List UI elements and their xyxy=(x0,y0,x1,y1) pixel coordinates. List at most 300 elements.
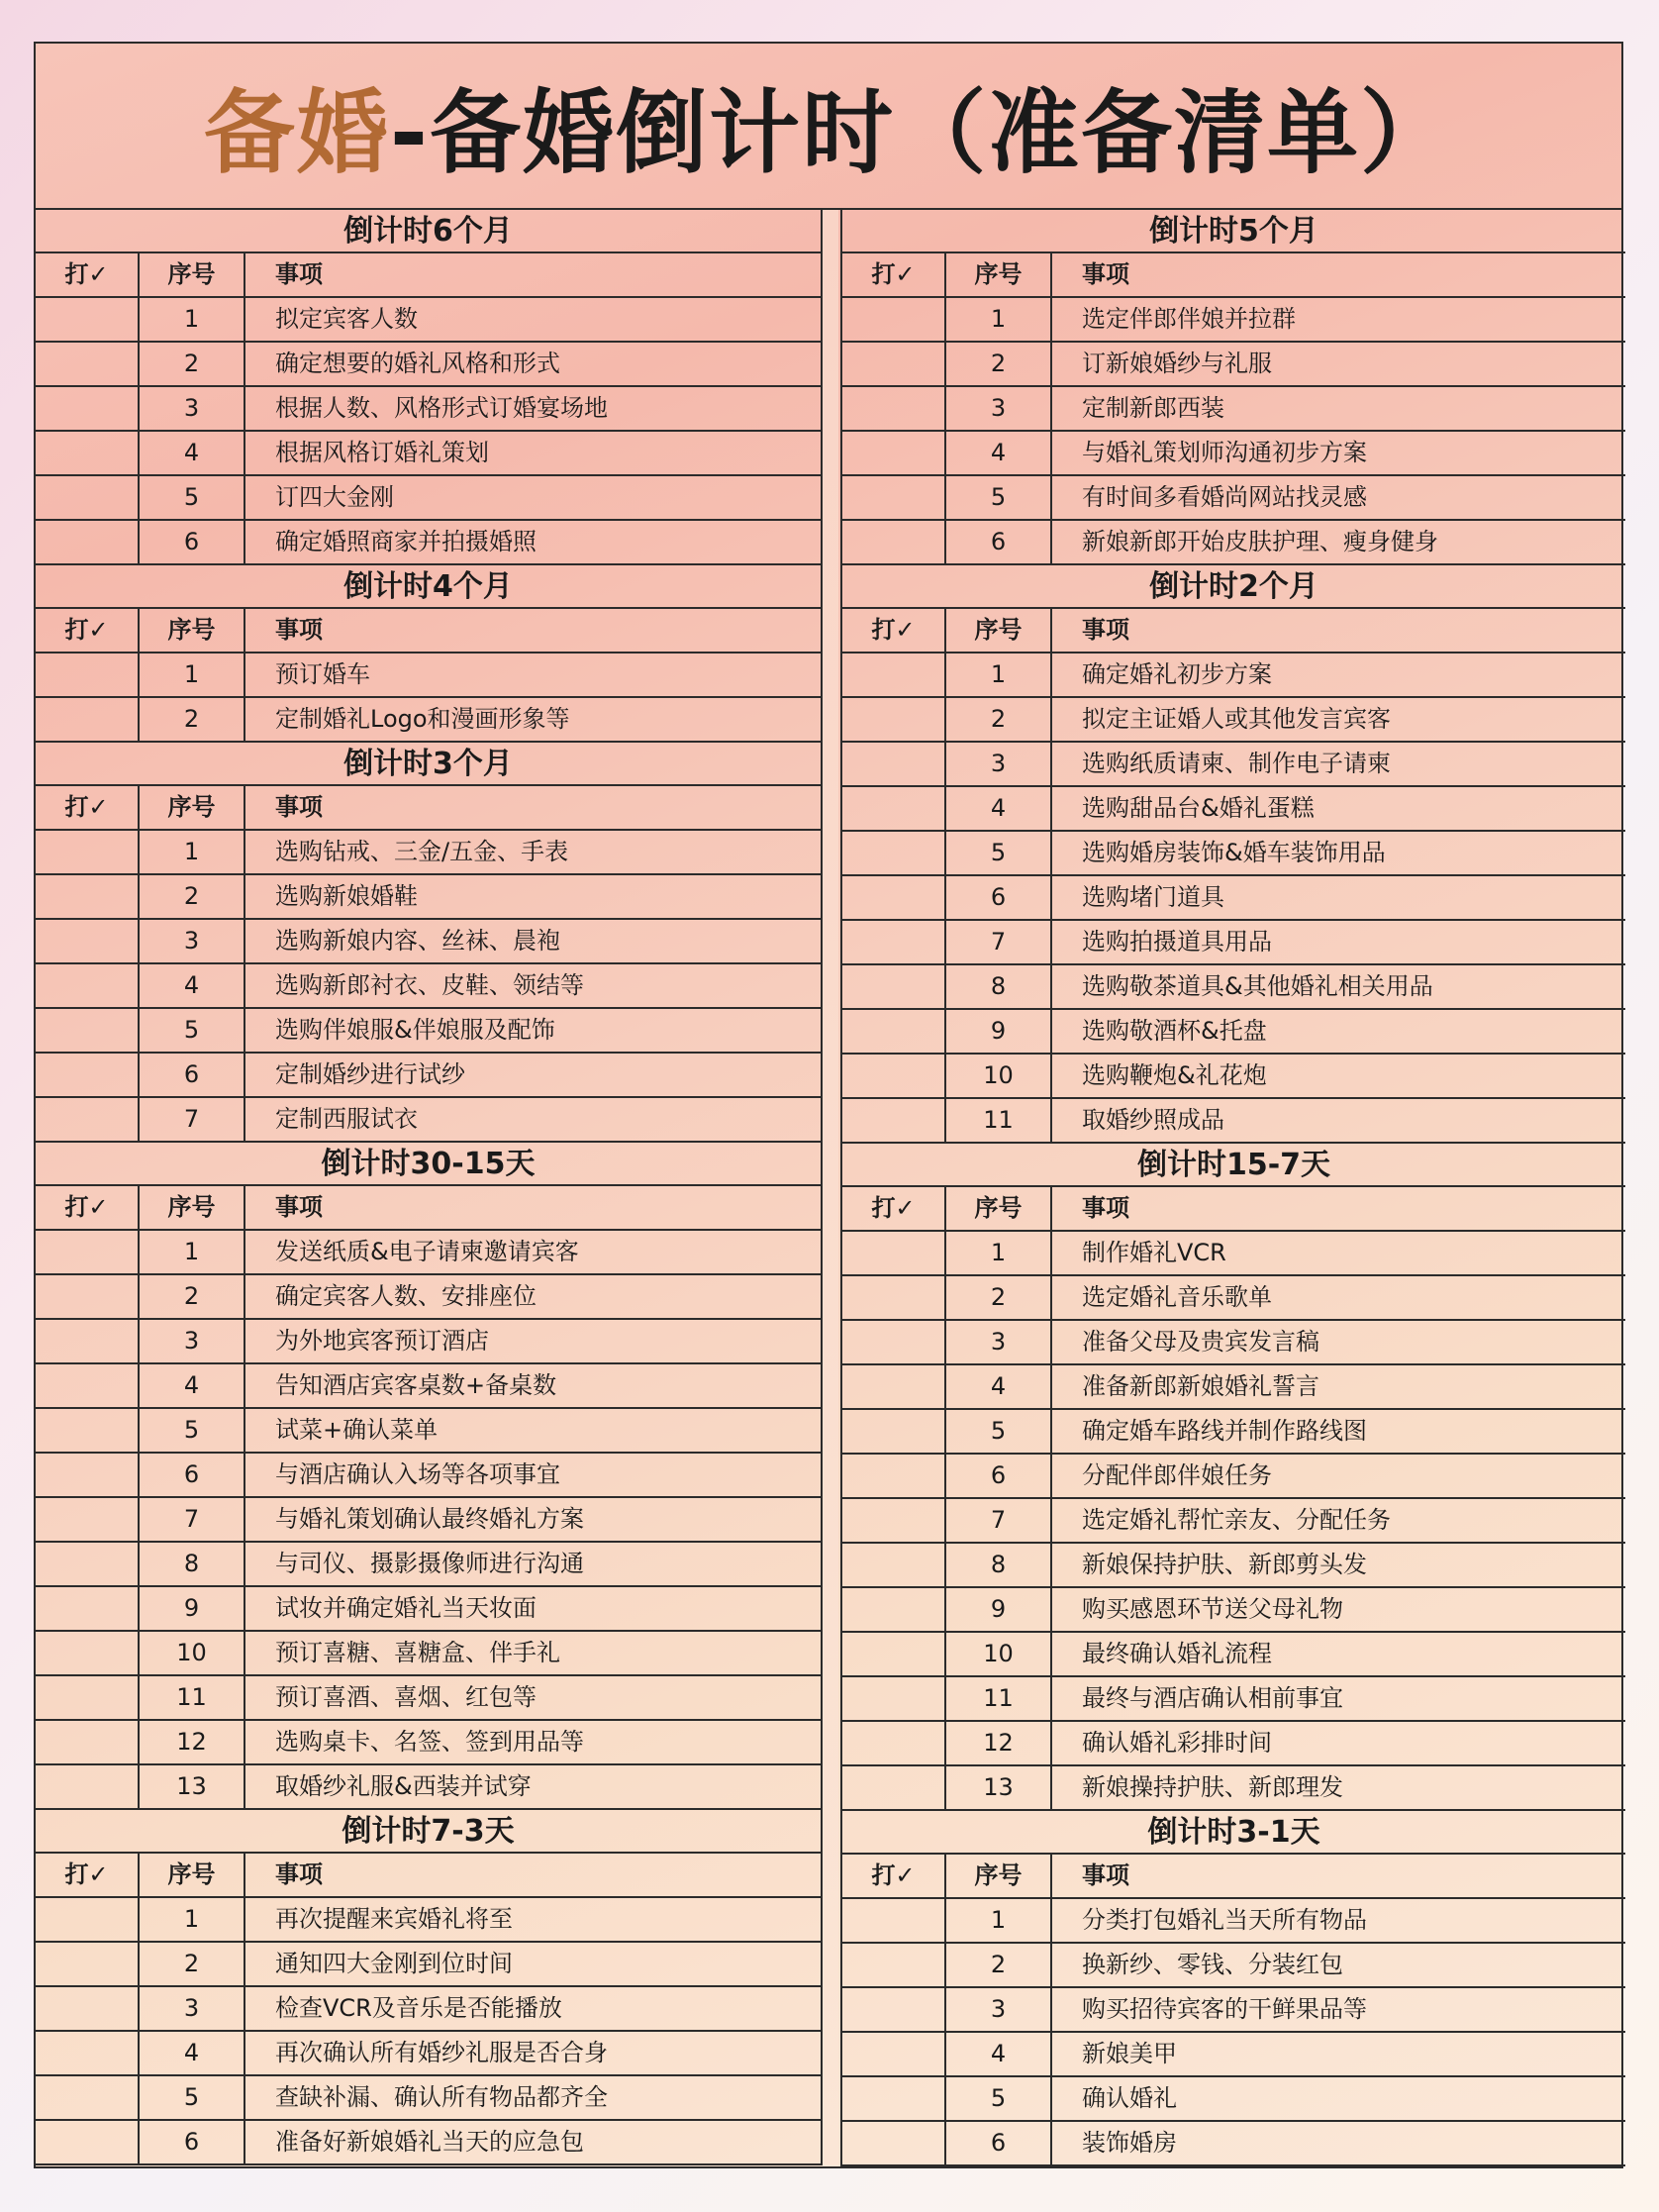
section-title: 倒计时3-1天 xyxy=(842,1811,1625,1855)
check-cell[interactable] xyxy=(842,921,946,963)
table-row xyxy=(36,521,821,565)
row-item: 确认婚礼 xyxy=(1082,2084,1177,2112)
row-number: 1 xyxy=(140,654,245,696)
header-check: 打✓ xyxy=(842,1855,946,1897)
check-cell[interactable] xyxy=(842,1232,946,1274)
check-cell[interactable] xyxy=(36,1275,140,1318)
header-item: 事项 xyxy=(1082,1861,1129,1889)
check-cell[interactable] xyxy=(36,1498,140,1541)
check-cell[interactable] xyxy=(36,1409,140,1452)
row-item: 取婚纱礼服&西装并试穿 xyxy=(275,1772,532,1800)
row-item: 预订喜酒、喜烟、红包等 xyxy=(275,1683,537,1711)
row-item: 装饰婚房 xyxy=(1082,2129,1177,2157)
check-cell[interactable] xyxy=(842,1010,946,1053)
check-cell[interactable] xyxy=(842,1410,946,1453)
check-cell[interactable] xyxy=(36,1676,140,1719)
check-cell[interactable] xyxy=(36,476,140,519)
table-row xyxy=(842,1677,1625,1722)
table-header-row xyxy=(842,1855,1625,1899)
row-item: 发送纸质&电子请柬邀请宾客 xyxy=(275,1238,579,1265)
table-header-row xyxy=(842,253,1625,298)
check-cell[interactable] xyxy=(36,1543,140,1585)
header-number: 序号 xyxy=(946,1855,1052,1897)
row-item: 告知酒店宾客桌数+备桌数 xyxy=(275,1371,557,1399)
row-number: 6 xyxy=(946,521,1052,563)
row-number: 3 xyxy=(140,387,245,430)
header-number: 序号 xyxy=(140,786,245,829)
title-main: -备婚倒计时（准备清单） xyxy=(389,80,1454,186)
row-number: 4 xyxy=(946,787,1052,830)
row-number: 10 xyxy=(946,1633,1052,1675)
check-cell[interactable] xyxy=(36,1009,140,1052)
row-item: 再次确认所有婚纱礼服是否合身 xyxy=(275,2039,608,2066)
table-row xyxy=(842,787,1625,832)
table-row xyxy=(36,698,821,743)
check-cell[interactable] xyxy=(842,1544,946,1586)
row-number: 2 xyxy=(140,1275,245,1318)
check-cell[interactable] xyxy=(842,1055,946,1097)
table-header-row xyxy=(36,1854,821,1898)
row-number: 6 xyxy=(946,1455,1052,1497)
row-number: 2 xyxy=(140,698,245,741)
row-item: 选购拍摄道具用品 xyxy=(1082,928,1272,955)
check-cell[interactable] xyxy=(842,1988,946,2031)
row-item: 选购敬酒杯&托盘 xyxy=(1082,1017,1267,1045)
check-cell[interactable] xyxy=(36,1320,140,1362)
row-item: 选定伴郎伴娘并拉群 xyxy=(1082,305,1296,333)
row-number: 10 xyxy=(946,1055,1052,1097)
check-cell[interactable] xyxy=(36,521,140,563)
check-cell[interactable] xyxy=(842,2122,946,2164)
table-row xyxy=(842,1276,1625,1321)
row-item: 新娘美甲 xyxy=(1082,2040,1177,2067)
table-row xyxy=(842,476,1625,521)
header-number: 序号 xyxy=(140,1186,245,1229)
check-cell[interactable] xyxy=(36,1765,140,1808)
row-item: 通知四大金刚到位时间 xyxy=(275,1950,513,1977)
row-number: 7 xyxy=(946,921,1052,963)
table-row xyxy=(842,1722,1625,1766)
table-row xyxy=(842,1321,1625,1365)
row-number: 3 xyxy=(946,743,1052,785)
check-cell[interactable] xyxy=(842,1365,946,1408)
table-row xyxy=(842,1588,1625,1633)
column-gap xyxy=(823,210,838,2166)
check-cell[interactable] xyxy=(842,432,946,474)
check-cell[interactable] xyxy=(842,743,946,785)
table-row xyxy=(36,831,821,875)
header-item: 事项 xyxy=(275,260,323,288)
row-number: 1 xyxy=(946,1232,1052,1274)
row-number: 2 xyxy=(946,698,1052,741)
row-item: 查缺补漏、确认所有物品都齐全 xyxy=(275,2083,608,2111)
check-cell[interactable] xyxy=(842,2033,946,2075)
check-cell[interactable] xyxy=(842,876,946,919)
row-number: 3 xyxy=(946,1988,1052,2031)
table-row xyxy=(36,1721,821,1765)
row-number: 7 xyxy=(140,1498,245,1541)
table-row xyxy=(36,2121,821,2165)
section-title: 倒计时4个月 xyxy=(36,565,821,609)
row-number: 1 xyxy=(140,1231,245,1273)
check-cell[interactable] xyxy=(36,1632,140,1674)
row-item: 与婚礼策划师沟通初步方案 xyxy=(1082,439,1367,466)
table-row xyxy=(842,876,1625,921)
table-row xyxy=(36,1943,821,1987)
row-item: 最终与酒店确认相前事宜 xyxy=(1082,1684,1343,1712)
check-cell[interactable] xyxy=(842,1633,946,1675)
check-cell[interactable] xyxy=(842,1766,946,1809)
header-check: 打✓ xyxy=(842,253,946,296)
table-row xyxy=(842,1010,1625,1055)
row-item: 取婚纱照成品 xyxy=(1082,1106,1224,1134)
check-cell[interactable] xyxy=(36,964,140,1007)
table-row xyxy=(842,1899,1625,1944)
table-row xyxy=(842,832,1625,876)
row-item: 选购钻戒、三金/五金、手表 xyxy=(275,838,569,865)
table-row xyxy=(36,1409,821,1454)
table-row xyxy=(36,920,821,964)
checklist-frame xyxy=(34,42,1623,2168)
table-row xyxy=(842,1544,1625,1588)
row-number: 2 xyxy=(140,875,245,918)
row-number: 4 xyxy=(140,432,245,474)
row-item: 选购甜品台&婚礼蛋糕 xyxy=(1082,794,1315,822)
row-number: 5 xyxy=(946,476,1052,519)
check-cell[interactable] xyxy=(36,1454,140,1496)
check-cell[interactable] xyxy=(36,1364,140,1407)
row-item: 新娘新郎开始皮肤护理、瘦身健身 xyxy=(1082,528,1438,555)
row-number: 7 xyxy=(140,1098,245,1141)
row-item: 选购纸质请柬、制作电子请柬 xyxy=(1082,750,1391,777)
table-row xyxy=(36,387,821,432)
table-header-row xyxy=(842,609,1625,654)
section-title: 倒计时15-7天 xyxy=(842,1144,1625,1187)
header-item: 事项 xyxy=(1082,616,1129,644)
header-number: 序号 xyxy=(946,253,1052,296)
row-item: 确定宾客人数、安排座位 xyxy=(275,1282,537,1310)
row-number: 6 xyxy=(140,1454,245,1496)
check-cell[interactable] xyxy=(842,1722,946,1764)
row-number: 8 xyxy=(946,965,1052,1008)
check-cell[interactable] xyxy=(36,1721,140,1763)
check-cell[interactable] xyxy=(36,2076,140,2119)
row-item: 试妆并确定婚礼当天妆面 xyxy=(275,1594,537,1622)
check-cell[interactable] xyxy=(36,1987,140,2030)
table-row xyxy=(36,1898,821,1943)
check-cell[interactable] xyxy=(842,787,946,830)
table-row xyxy=(842,298,1625,343)
row-item: 选购桌卡、名签、签到用品等 xyxy=(275,1728,584,1756)
table-row xyxy=(842,2122,1625,2166)
row-number: 4 xyxy=(140,1364,245,1407)
table-row xyxy=(842,921,1625,965)
check-cell[interactable] xyxy=(36,698,140,741)
row-number: 1 xyxy=(946,298,1052,341)
row-number: 13 xyxy=(140,1765,245,1808)
check-cell[interactable] xyxy=(842,521,946,563)
check-cell[interactable] xyxy=(36,1587,140,1630)
row-item: 选购伴娘服&伴娘服及配饰 xyxy=(275,1016,555,1044)
check-cell[interactable] xyxy=(842,832,946,874)
table-row xyxy=(842,432,1625,476)
check-cell[interactable] xyxy=(842,965,946,1008)
row-number: 5 xyxy=(140,1009,245,1052)
table-row xyxy=(842,1455,1625,1499)
check-cell[interactable] xyxy=(842,1899,946,1942)
row-number: 9 xyxy=(946,1588,1052,1631)
row-number: 9 xyxy=(140,1587,245,1630)
row-number: 4 xyxy=(140,964,245,1007)
row-number: 3 xyxy=(946,1321,1052,1363)
check-cell[interactable] xyxy=(842,1944,946,1986)
header-check: 打✓ xyxy=(36,1186,140,1229)
table-row xyxy=(36,875,821,920)
header-check: 打✓ xyxy=(842,609,946,652)
page-title xyxy=(36,44,1621,210)
row-item: 分配伴郎伴娘任务 xyxy=(1082,1461,1272,1489)
row-number: 8 xyxy=(946,1544,1052,1586)
table-row xyxy=(842,1410,1625,1455)
row-number: 2 xyxy=(140,343,245,385)
check-cell[interactable] xyxy=(36,1231,140,1273)
row-number: 13 xyxy=(946,1766,1052,1809)
table-row xyxy=(36,1009,821,1054)
section-title: 倒计时5个月 xyxy=(842,210,1625,253)
check-cell[interactable] xyxy=(36,1098,140,1141)
section-title: 倒计时2个月 xyxy=(842,565,1625,609)
table-row xyxy=(842,1232,1625,1276)
row-item: 根据风格订婚礼策划 xyxy=(275,439,489,466)
row-item: 拟定宾客人数 xyxy=(275,305,418,333)
row-item: 选购婚房装饰&婚车装饰用品 xyxy=(1082,839,1386,866)
row-number: 5 xyxy=(946,1410,1052,1453)
check-cell[interactable] xyxy=(842,343,946,385)
check-cell[interactable] xyxy=(842,1499,946,1542)
row-number: 5 xyxy=(946,2077,1052,2120)
row-number: 3 xyxy=(140,1987,245,2030)
table-row xyxy=(842,387,1625,432)
table-row xyxy=(36,1543,821,1587)
table-row xyxy=(842,965,1625,1010)
row-item: 准备父母及贵宾发言稿 xyxy=(1082,1328,1319,1356)
row-item: 订四大金刚 xyxy=(275,483,394,511)
row-number: 2 xyxy=(946,343,1052,385)
row-item: 定制新郎西装 xyxy=(1082,394,1224,422)
row-number: 7 xyxy=(946,1499,1052,1542)
row-item: 新娘操持护肤、新郎理发 xyxy=(1082,1773,1343,1801)
table-header-row xyxy=(36,609,821,654)
check-cell[interactable] xyxy=(842,1321,946,1363)
row-item: 选定婚礼帮忙亲友、分配任务 xyxy=(1082,1506,1391,1534)
row-item: 选购新郎衬衣、皮鞋、领结等 xyxy=(275,971,584,999)
header-item: 事项 xyxy=(275,616,323,644)
table-row xyxy=(842,1055,1625,1099)
check-cell[interactable] xyxy=(36,2032,140,2074)
row-number: 9 xyxy=(946,1010,1052,1053)
check-cell[interactable] xyxy=(842,2077,946,2120)
row-item: 再次提醒来宾婚礼将至 xyxy=(275,1905,513,1933)
table-header-row xyxy=(36,1186,821,1231)
check-cell[interactable] xyxy=(36,298,140,341)
row-number: 6 xyxy=(140,2121,245,2163)
row-number: 6 xyxy=(946,876,1052,919)
check-cell[interactable] xyxy=(36,387,140,430)
row-number: 6 xyxy=(140,521,245,563)
table-row xyxy=(36,1987,821,2032)
row-item: 选定婚礼音乐歌单 xyxy=(1082,1283,1272,1311)
row-item: 准备好新娘婚礼当天的应急包 xyxy=(275,2128,584,2156)
row-item: 定制西服试衣 xyxy=(275,1105,418,1133)
table-row xyxy=(36,1320,821,1364)
table-header-row xyxy=(36,786,821,831)
table-row xyxy=(842,343,1625,387)
table-row xyxy=(36,2076,821,2121)
row-item: 与酒店确认入场等各项事宜 xyxy=(275,1460,560,1488)
header-check: 打✓ xyxy=(36,253,140,296)
row-number: 5 xyxy=(140,1409,245,1452)
header-number: 序号 xyxy=(140,609,245,652)
check-cell[interactable] xyxy=(36,875,140,918)
header-check: 打✓ xyxy=(36,609,140,652)
row-number: 11 xyxy=(140,1676,245,1719)
row-number: 11 xyxy=(946,1677,1052,1720)
row-number: 12 xyxy=(140,1721,245,1763)
row-number: 2 xyxy=(140,1943,245,1985)
row-item: 新娘保持护肤、新郎剪头发 xyxy=(1082,1551,1367,1578)
row-item: 准备新郎新娘婚礼誓言 xyxy=(1082,1372,1319,1400)
header-item: 事项 xyxy=(1082,1194,1129,1222)
table-row xyxy=(36,1275,821,1320)
check-cell[interactable] xyxy=(842,1588,946,1631)
table-row xyxy=(842,1988,1625,2033)
table-row xyxy=(842,698,1625,743)
row-item: 试菜+确认菜单 xyxy=(275,1416,439,1444)
table-row xyxy=(842,521,1625,565)
row-number: 11 xyxy=(946,1099,1052,1142)
row-item: 预订喜糖、喜糖盒、伴手礼 xyxy=(275,1639,560,1666)
check-cell[interactable] xyxy=(842,298,946,341)
row-number: 5 xyxy=(140,476,245,519)
table-row xyxy=(36,2032,821,2076)
table-row xyxy=(842,1633,1625,1677)
check-cell[interactable] xyxy=(36,343,140,385)
check-cell[interactable] xyxy=(842,1455,946,1497)
row-item: 根据人数、风格形式订婚宴场地 xyxy=(275,394,608,422)
table-row xyxy=(842,1099,1625,1144)
header-check: 打✓ xyxy=(36,786,140,829)
header-item: 事项 xyxy=(275,1860,323,1888)
row-number: 4 xyxy=(946,1365,1052,1408)
title-highlight: 备婚 xyxy=(203,80,390,186)
check-cell[interactable] xyxy=(842,476,946,519)
check-cell[interactable] xyxy=(36,2121,140,2163)
check-cell[interactable] xyxy=(36,1943,140,1985)
row-item: 确定婚照商家并拍摄婚照 xyxy=(275,528,537,555)
check-cell[interactable] xyxy=(842,698,946,741)
row-item: 为外地宾客预订酒店 xyxy=(275,1327,489,1355)
table-row xyxy=(36,964,821,1009)
row-number: 5 xyxy=(140,2076,245,2119)
section-title: 倒计时30-15天 xyxy=(36,1143,821,1186)
row-number: 3 xyxy=(140,920,245,962)
row-item: 预订婚车 xyxy=(275,660,370,688)
row-item: 拟定主证婚人或其他发言宾客 xyxy=(1082,705,1391,733)
row-item: 换新纱、零钱、分装红包 xyxy=(1082,1951,1343,1978)
check-cell[interactable] xyxy=(842,1276,946,1319)
header-number: 序号 xyxy=(140,253,245,296)
table-row xyxy=(36,1231,821,1275)
header-check: 打✓ xyxy=(842,1187,946,1230)
row-item: 确认婚礼彩排时间 xyxy=(1082,1729,1272,1757)
check-cell[interactable] xyxy=(842,654,946,696)
table-row xyxy=(36,1587,821,1632)
row-number: 2 xyxy=(946,1276,1052,1319)
table-row xyxy=(842,1499,1625,1544)
row-number: 5 xyxy=(946,832,1052,874)
table-row xyxy=(842,1944,1625,1988)
table-row xyxy=(842,1365,1625,1410)
row-item: 确定婚礼初步方案 xyxy=(1082,660,1272,688)
section-title: 倒计时6个月 xyxy=(36,210,821,253)
row-item: 选购鞭炮&礼花炮 xyxy=(1082,1061,1267,1089)
table-row xyxy=(36,1454,821,1498)
row-item: 确定婚车路线并制作路线图 xyxy=(1082,1417,1367,1445)
check-cell[interactable] xyxy=(842,1099,946,1142)
row-number: 3 xyxy=(140,1320,245,1362)
header-item: 事项 xyxy=(275,793,323,821)
check-cell[interactable] xyxy=(36,1898,140,1941)
row-item: 有时间多看婚尚网站找灵感 xyxy=(1082,483,1367,511)
row-number: 8 xyxy=(140,1543,245,1585)
table-row xyxy=(842,2033,1625,2077)
section-title: 倒计时7-3天 xyxy=(36,1810,821,1854)
row-item: 购买招待宾客的干鲜果品等 xyxy=(1082,1995,1367,2023)
check-cell[interactable] xyxy=(36,1054,140,1096)
row-item: 与婚礼策划确认最终婚礼方案 xyxy=(275,1505,584,1533)
row-item: 分类打包婚礼当天所有物品 xyxy=(1082,1906,1367,1934)
row-item: 选购敬茶道具&其他婚礼相关用品 xyxy=(1082,972,1433,1000)
row-item: 订新娘婚纱与礼服 xyxy=(1082,350,1272,377)
check-cell[interactable] xyxy=(842,387,946,430)
section-title: 倒计时3个月 xyxy=(36,743,821,786)
row-number: 4 xyxy=(946,432,1052,474)
check-cell[interactable] xyxy=(842,1677,946,1720)
check-cell[interactable] xyxy=(36,432,140,474)
row-number: 12 xyxy=(946,1722,1052,1764)
table-row xyxy=(36,1632,821,1676)
row-number: 3 xyxy=(946,387,1052,430)
left-column xyxy=(36,210,823,2165)
row-item: 制作婚礼VCR xyxy=(1082,1239,1226,1266)
check-cell[interactable] xyxy=(36,654,140,696)
table-row xyxy=(842,654,1625,698)
row-item: 最终确认婚礼流程 xyxy=(1082,1640,1272,1667)
table-row xyxy=(842,1766,1625,1811)
row-number: 6 xyxy=(140,1054,245,1096)
row-item: 选购堵门道具 xyxy=(1082,883,1224,911)
table-row xyxy=(36,343,821,387)
table-row xyxy=(36,1054,821,1098)
table-row xyxy=(36,298,821,343)
table-row xyxy=(36,1098,821,1143)
check-cell[interactable] xyxy=(36,920,140,962)
row-number: 2 xyxy=(946,1944,1052,1986)
row-item: 定制婚纱进行试纱 xyxy=(275,1060,465,1088)
table-row xyxy=(36,1676,821,1721)
header-number: 序号 xyxy=(140,1854,245,1896)
check-cell[interactable] xyxy=(36,831,140,873)
